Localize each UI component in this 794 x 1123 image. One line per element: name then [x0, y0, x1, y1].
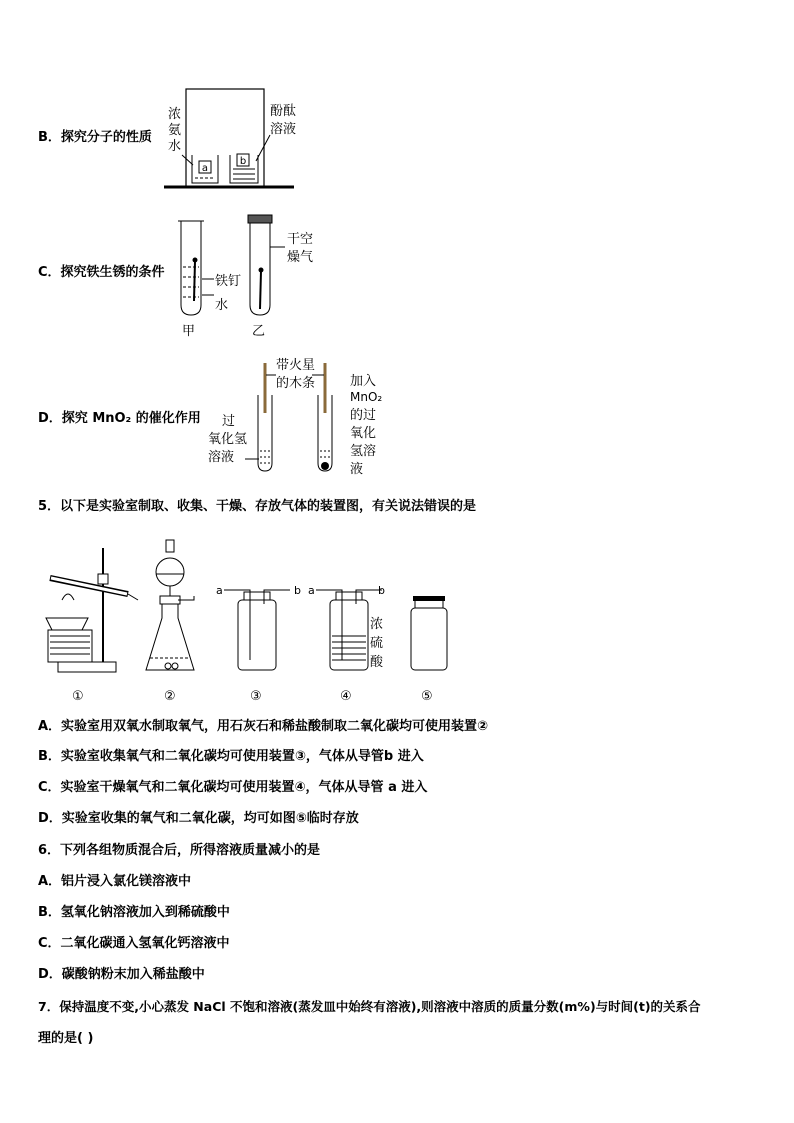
phenolphthalein-label-2: 溶液 — [270, 122, 297, 137]
tube-jia-label: 甲 — [182, 324, 196, 339]
gas-apparatus-figure — [38, 530, 468, 705]
splint-label-1: 带火星 — [276, 358, 316, 373]
apparatus-2-label: ② — [164, 689, 176, 704]
iron-nail-label: 铁钉 — [215, 274, 242, 289]
option-d-label: D．探究 MnO₂ 的催化作用 — [38, 411, 201, 426]
phenolphthalein-label-1: 酚酞 — [270, 104, 297, 119]
q6-option-b: B．氢氧化钠溶液加入到稀硫酸中 — [38, 905, 230, 920]
ammonia-char-1: 浓 — [168, 107, 182, 122]
option-b-label: B．探究分子的性质 — [38, 130, 152, 145]
q5-option-d: D．实验室收集的氧气和二氧化碳，均可如图⑤临时存放 — [38, 811, 359, 826]
dry-air-label-1: 干空 — [287, 232, 314, 247]
ammonia-char-3: 水 — [168, 139, 182, 154]
iron-rust-figure — [170, 205, 330, 340]
conc-acid-char-1: 浓 — [370, 617, 384, 632]
dry-air-label-2: 燥气 — [287, 250, 314, 265]
q5-stem: 5．以下是实验室制取、收集、干燥、存放气体的装置图，有关说法错误的是 — [38, 499, 477, 514]
fig3-a-label: a — [216, 584, 223, 597]
beaker-b-label: b — [239, 156, 247, 167]
conc-acid-char-3: 酸 — [370, 655, 384, 670]
apparatus-5-label: ⑤ — [421, 689, 433, 704]
fig3-b-label: b — [294, 584, 301, 597]
apparatus-3-label: ③ — [250, 689, 262, 704]
water-label: 水 — [215, 298, 229, 313]
q5-option-c: C．实验室干燥氧气和二氧化碳均可使用装置④，气体从导管 a 进入 — [38, 780, 428, 795]
apparatus-4-label: ④ — [340, 689, 352, 704]
q6-stem: 6．下列各组物质混合后，所得溶液质量减小的是 — [38, 843, 321, 858]
h2o2-left-2: 氧化氢 — [208, 432, 248, 447]
ammonia-char-2: 氨 — [168, 123, 182, 138]
q6-option-a: A．铝片浸入氯化镁溶液中 — [38, 874, 192, 889]
q6-option-c: C．二氧化碳通入氢氧化钙溶液中 — [38, 936, 230, 951]
q7-stem-line1: 7．保持温度不变,小心蒸发 NaCl 不饱和溶液(蒸发皿中始终有溶液),则溶液中溶质的质量分数(m%)与时间(t)的关系合 — [38, 999, 701, 1014]
mno2-catalysis-figure — [204, 355, 394, 485]
fig4-b-label: b — [378, 584, 385, 597]
option-c-label: C．探究铁生锈的条件 — [38, 265, 165, 280]
tube-yi-label: 乙 — [252, 324, 266, 339]
mno2-right-1: 加入 — [350, 374, 377, 389]
mno2-right-5: 氢溶 — [350, 444, 377, 459]
h2o2-left-1: 过 — [222, 414, 236, 429]
q7-stem-line2: 理的是( ) — [38, 1031, 94, 1046]
beaker-a-label: a — [201, 163, 209, 174]
mno2-right-4: 氧化 — [350, 426, 377, 441]
conc-acid-char-2: 硫 — [370, 636, 384, 651]
h2o2-left-3: 溶液 — [208, 450, 235, 465]
q5-option-a: A．实验室用双氧水制取氧气，用石灰石和稀盐酸制取二氧化碳均可使用装置② — [38, 719, 489, 734]
mno2-right-2: MnO₂ — [350, 390, 383, 404]
q5-option-b: B．实验室收集氧气和二氧化碳均可使用装置③，气体从导管b 进入 — [38, 749, 424, 764]
q6-option-d: D．碳酸钠粉末加入稀盐酸中 — [38, 967, 205, 982]
splint-label-2: 的木条 — [276, 376, 316, 391]
mno2-right-6: 液 — [350, 462, 364, 477]
apparatus-1-label: ① — [72, 689, 84, 704]
mno2-right-3: 的过 — [350, 408, 377, 423]
fig4-a-label: a — [308, 584, 315, 597]
molecule-experiment-figure — [160, 85, 300, 195]
